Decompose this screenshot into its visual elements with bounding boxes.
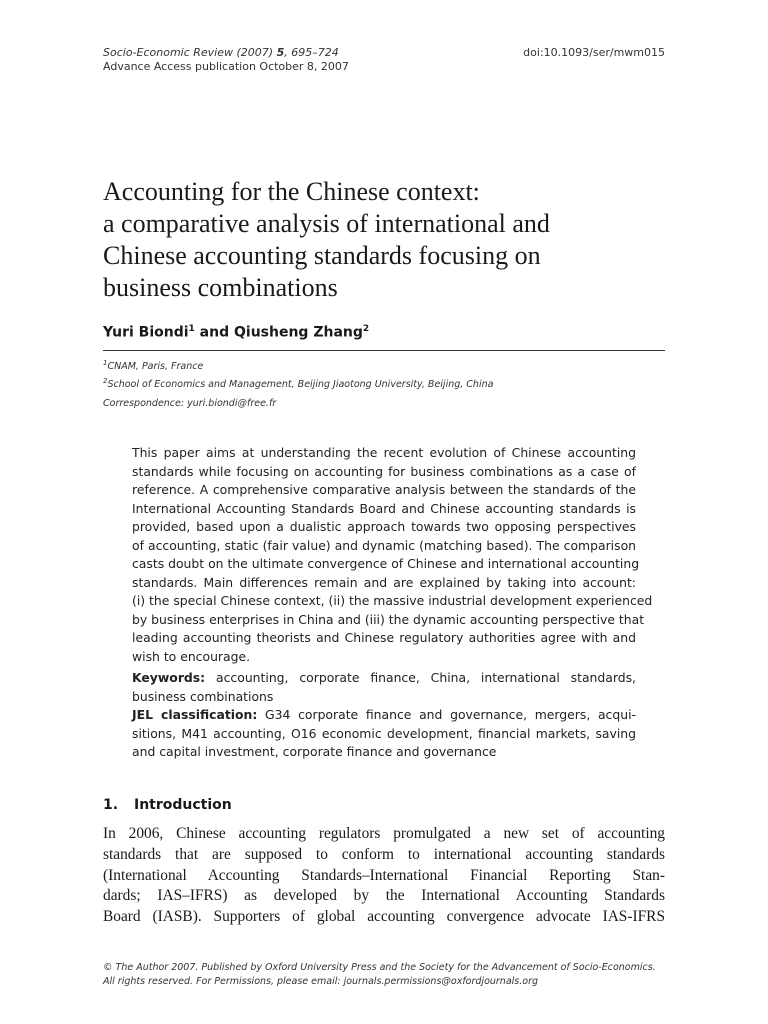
body-paragraph (103, 824, 665, 928)
journal-volume: 5 (276, 46, 285, 59)
affiliation-marker: 1 (188, 324, 195, 334)
journal-name: Socio-Economic Review (2007) (103, 46, 277, 59)
keywords-line (132, 669, 636, 688)
journal-pages: , 695–724 (284, 46, 339, 59)
affiliation-marker: 1 (103, 359, 108, 367)
copyright-icon: © (103, 962, 113, 973)
abstract (132, 444, 653, 762)
doi: doi:10.1093/ser/mwm015 (523, 46, 665, 59)
footer-line (103, 961, 678, 975)
author-list (103, 324, 369, 341)
abstract-paragraph (132, 444, 653, 666)
affiliation (103, 374, 493, 392)
abstract-line: casts doubt on the ultimate convergence of Chinese and international accounting (132, 556, 640, 571)
author-rule (103, 350, 665, 351)
author-name: Yuri Biondi (103, 324, 189, 341)
publication-date: Advance Access publication October 8, 2007 (103, 60, 349, 73)
keywords-label: Keywords: (132, 670, 206, 685)
jel-text: G34 corporate finance and governance, mergers, acqui- (257, 707, 636, 722)
affiliation-text: CNAM, Paris, France (107, 361, 204, 373)
abstract-line: wish to encourage. (132, 648, 251, 664)
affiliations (103, 356, 493, 392)
abstract-line: by business enterprises in China and (iii) the dynamic accounting perspective that (132, 611, 645, 627)
body-line: (International Accounting Standards–International Financial Reporting Stan- (103, 866, 665, 884)
body-line: standards that are supposed to conform to international accounting standards (103, 845, 665, 863)
keywords-line: business combinations (132, 688, 274, 704)
title-line: Accounting for the Chinese context: (103, 177, 480, 206)
abstract-line: provided, based upon a dualistic approach towards two opposing perspectives (132, 519, 636, 534)
jel-label: JEL classification: (132, 707, 258, 722)
abstract-line: standards while focusing on accounting for business combinations as a case of (132, 463, 636, 479)
jel-line: sitions, M41 accounting, O16 economic development, financial markets, saving (132, 725, 636, 741)
section-title: Introduction (134, 797, 232, 813)
copyright-footer (103, 961, 678, 989)
title-line: Chinese accounting standards focusing on (103, 241, 541, 270)
abstract-line: (i) the special Chinese context, (ii) the massive industrial development experienced (132, 593, 653, 608)
affiliation-text: School of Economics and Management, Beijing Jiaotong University, Beijing, China (107, 379, 494, 391)
section-number: 1. (103, 797, 119, 813)
journal-citation (103, 46, 349, 74)
affiliation-marker: 2 (362, 324, 370, 334)
jel-line: and capital investment, corporate finance and governance (132, 744, 497, 759)
jel-classification (132, 706, 636, 762)
affiliation (103, 356, 493, 374)
title-line: business combinations (103, 273, 338, 302)
title-line: a comparative analysis of international and (103, 209, 550, 238)
jel-line (132, 706, 636, 725)
body-line: Board (IASB). Supporters of global accounting convergence advocate IAS-IFRS (103, 908, 665, 926)
abstract-line: of accounting, static (fair value) and dynamic (matching based). The comparison (132, 537, 636, 553)
abstract-line: leading accounting theorists and Chinese regulatory authorities agree with and (132, 630, 636, 645)
section-heading (103, 797, 232, 813)
footer-line: All rights reserved. For Permissions, please email: journals.permissions@oxfordjournals.org (103, 976, 539, 987)
author-name: Qiusheng Zhang (234, 324, 363, 341)
footer-text: The Author 2007. Published by Oxford University Press and the Society for the Advancement of Socio-Economics. (112, 962, 656, 973)
body-line: dards; IAS–IFRS) as developed by the International Accounting Standards (103, 887, 665, 905)
paper-title (103, 176, 673, 304)
correspondence: Correspondence: yuri.biondi@free.fr (103, 398, 277, 409)
author-conjunction: and (194, 324, 234, 341)
abstract-line: standards. Main differences remain and are explained by taking into account: (132, 574, 636, 590)
keywords-text: accounting, corporate finance, China, international standards, (205, 670, 636, 685)
body-line: In 2006, Chinese accounting regulators promulgated a new set of accounting (103, 825, 665, 842)
abstract-line: reference. A comprehensive comparative analysis between the standards of the (132, 482, 636, 497)
keywords (132, 669, 636, 706)
abstract-line: International Accounting Standards Board and Chinese accounting standards is (132, 500, 636, 516)
abstract-line: This paper aims at understanding the recent evolution of Chinese accounting (132, 445, 636, 460)
affiliation-marker: 2 (103, 377, 108, 386)
